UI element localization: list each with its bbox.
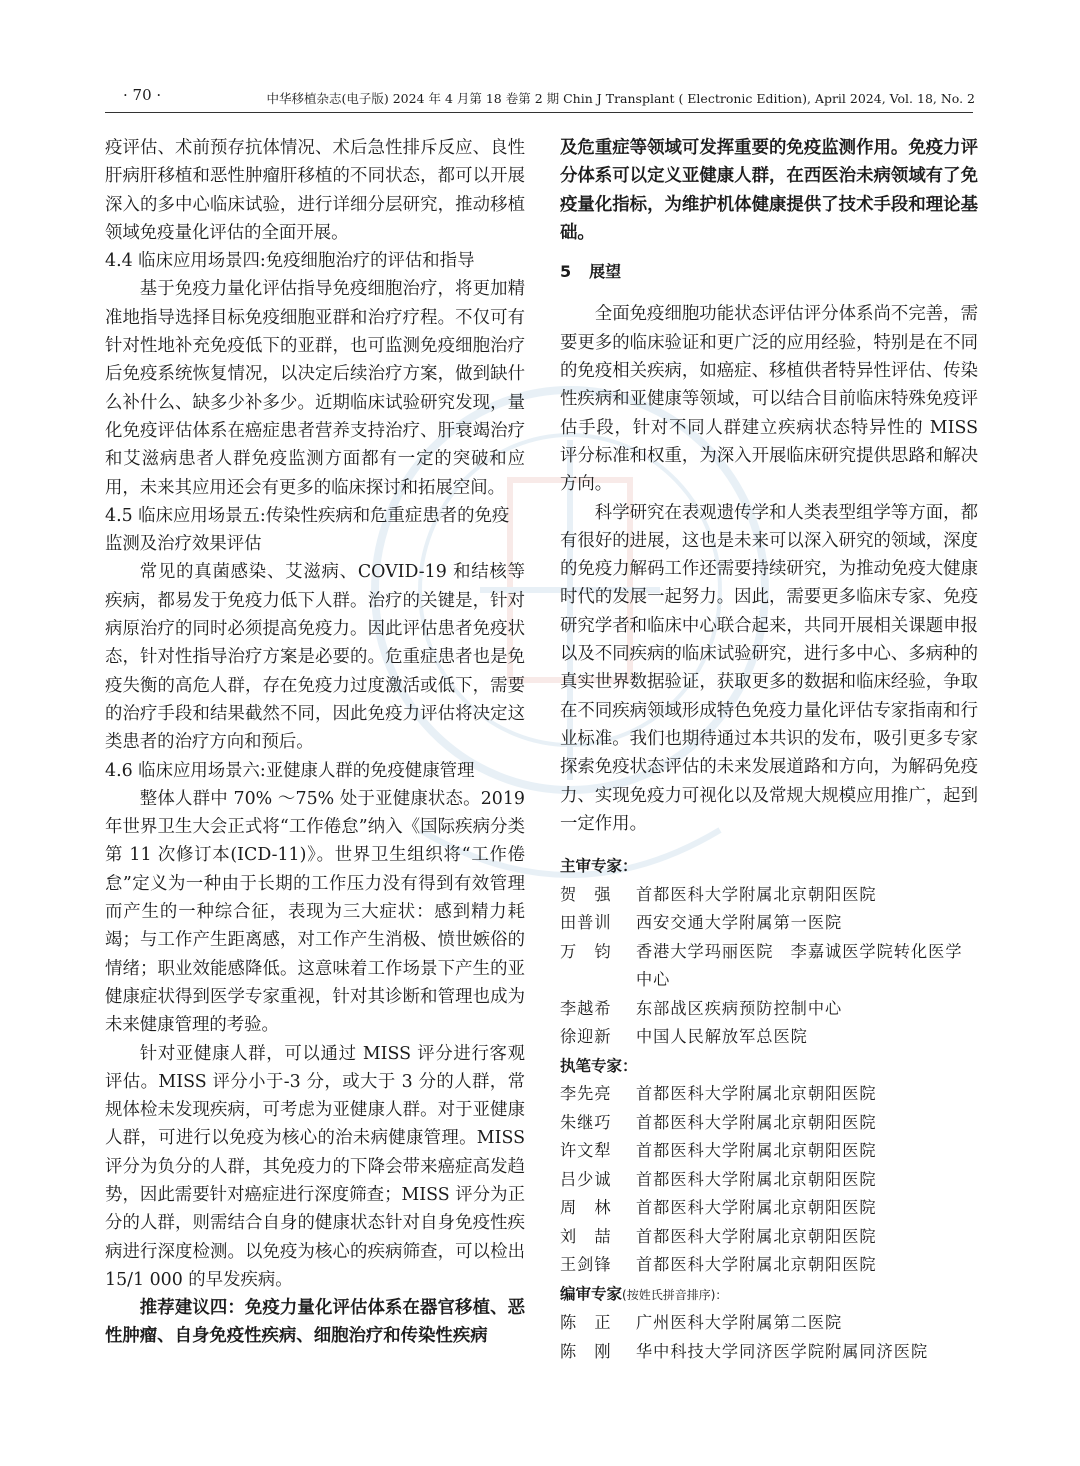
expert-name: 王剑锋 bbox=[560, 1255, 612, 1275]
expert-name: 陈 刚 bbox=[560, 1341, 612, 1361]
section-heading-4-6: 4.6 临床应用场景六:亚健康人群的免疫健康管理 bbox=[105, 760, 475, 781]
expert-name: 万 钧 bbox=[560, 941, 612, 961]
section-number: 5 bbox=[560, 262, 572, 282]
paragraph: 科学研究在表观遗传学和人类表型组学等方面，都有很好的进展，这也是未来可以深入研究的领域，深度的免疫力解码工作还需要持续研究，为推动免疫大健康时代的发展一起努力。因此，需要更多临床专家、免疫研究学者和临床中心联合起来，共同开展相关课题申报以及不同疾病的临床试验研究，进行多中心、多病种的真实世界数据验证，获取更多的数据和临床经验，争取在不同疾病领域形成特色免疫力量化评估专家指南和行业标准。我们也期待通过本共识的发布，吸引更多专家探索免疫状态评估的未来发展道路和方向，为解码免疫力、实现免疫力可视化以及常规大规模应用推广，起到一定作用。 bbox=[560, 502, 978, 834]
expert-entry bbox=[560, 1109, 978, 1138]
expert-entry bbox=[560, 1309, 978, 1338]
right-column bbox=[560, 134, 978, 1366]
expert-affiliation: 首都医科大学附属北京朝阳医院 bbox=[636, 1226, 877, 1246]
expert-entry bbox=[560, 1223, 978, 1252]
expert-name: 吕少诚 bbox=[560, 1169, 612, 1189]
expert-name: 徐迎新 bbox=[560, 1027, 612, 1047]
paragraph: 全面免疫细胞功能状态评估评分体系尚不完善，需要更多的临床验证和更广泛的应用经验，特别是在不同的免疫相关疾病，如癌症、移植供者特异性评估、传染性疾病和亚健康等领域，可以结合目前临床特殊免疫评估手段，针对不同人群建立疾病状态特异性的 MISS 评分标准和权重，为深入开展临床研究提供思路和解决方向。 bbox=[560, 304, 978, 495]
header-rule bbox=[105, 112, 973, 113]
paragraph: 基于免疫力量化评估指导免疫细胞治疗，将更加精准地指导选择目标免疫细胞亚群和治疗疗程。不仅可有针对性地补充免疫低下的亚群，也可监测免疫细胞治疗后免疫系统恢复情况，以决定后续治疗方案，做到缺什么补什么、缺多少补多少。近期临床试验研究发现，量化免疫评估体系在癌症患者营养支持治疗、肝衰竭治疗和艾滋病患者人群免疫监测方面都有一定的突破和应用，未来其应用还会有更多的临床探讨和拓展空间。 bbox=[105, 279, 525, 498]
chief-reviewers-list bbox=[560, 881, 978, 1052]
expert-name: 周 林 bbox=[560, 1198, 612, 1218]
expert-name: 许文犁 bbox=[560, 1141, 612, 1161]
paragraph: 疫评估、术前预存抗体情况、术后急性排斥反应、良性肝病肝移植和恶性肿瘤肝移植的不同状态，都可以开展深入的多中心临床试验，进行详细分层研究，推动移植领域免疫量化评估的全面开展。 bbox=[105, 138, 525, 243]
expert-affiliation: 西安交通大学附属第一医院 bbox=[636, 913, 843, 933]
editors-list bbox=[560, 1309, 978, 1366]
expert-entry bbox=[560, 1023, 978, 1052]
left-column bbox=[105, 134, 525, 1351]
expert-name: 李越希 bbox=[560, 998, 612, 1018]
expert-entry bbox=[560, 938, 978, 995]
expert-name: 朱继巧 bbox=[560, 1112, 612, 1132]
expert-entry bbox=[560, 881, 978, 910]
expert-affiliation: 首都医科大学附属北京朝阳医院 bbox=[636, 1112, 877, 1132]
expert-entry bbox=[560, 995, 978, 1024]
expert-entry bbox=[560, 909, 978, 938]
expert-entry bbox=[560, 1137, 978, 1166]
expert-affiliation: 首都医科大学附属北京朝阳医院 bbox=[636, 1169, 877, 1189]
section-heading-4-5: 4.5 临床应用场景五:传染性疾病和危重症患者的免疫监测及治疗效果评估 bbox=[105, 505, 510, 555]
expert-affiliation: 首都医科大学附属北京朝阳医院 bbox=[636, 1141, 877, 1161]
expert-affiliation: 香港大学玛丽医院 李嘉诚医学院转化医学中心 bbox=[636, 941, 963, 990]
expert-affiliation: 广州医科大学附属第二医院 bbox=[636, 1313, 843, 1333]
expert-affiliation: 首都医科大学附属北京朝阳医院 bbox=[636, 1198, 877, 1218]
expert-name: 李先亮 bbox=[560, 1084, 612, 1104]
paragraph: 整体人群中 70% ～75% 处于亚健康状态。2019 年世界卫生大会正式将“工作倦怠”纳入《国际疾病分类第 11 次修订本(ICD-11)》。世界卫生组织将“工作倦怠”定义为一种由于长期的工作压力没有得到有效管理而产生的一种综合征，表现为三大症状：感到精力耗竭；与工作产生距离感，对工作产生消极、愤世嫉俗的情绪；职业效能感降低。这意味着工作场景下产生的亚健康症状得到医学专家重视，针对其诊断和管理也成为未来健康管理的考验。 bbox=[105, 788, 525, 1036]
expert-entry bbox=[560, 1166, 978, 1195]
section-heading-4-4: 4.4 临床应用场景四:免疫细胞治疗的评估和指导 bbox=[105, 251, 475, 272]
expert-entry bbox=[560, 1080, 978, 1109]
journal-citation: 中华移植杂志(电子版) 2024 年 4 月第 18 卷第 2 期 Chin J Transplant ( Electronic Edition), April 2024, Vol. 18, No. 2 bbox=[266, 91, 975, 106]
section-title: 展望 bbox=[589, 262, 622, 282]
editors-sort-note: (按姓氏拼音排序)： bbox=[622, 1287, 728, 1302]
editors-label bbox=[560, 1280, 978, 1310]
editors-label-text: 编审专家 bbox=[560, 1284, 623, 1303]
expert-affiliation: 首都医科大学附属北京朝阳医院 bbox=[636, 1255, 877, 1275]
paragraph: 常见的真菌感染、艾滋病、COVID-19 和结核等疾病，都易发于免疫力低下人群。治疗的关键是，针对病原治疗的同时必须提高免疫力。因此评估患者免疫状态，针对性指导治疗方案是必要的。危重症患者也是免疫失衡的高危人群，存在免疫力过度激活或低下，需要的治疗手段和结果截然不同，因此免疫力评估将决定这类患者的治疗方向和预后。 bbox=[105, 562, 525, 753]
chief-reviewers-label: 主审专家： bbox=[560, 857, 638, 876]
expert-name: 田普训 bbox=[560, 913, 612, 933]
expert-affiliation: 中国人民解放军总医院 bbox=[636, 1027, 808, 1047]
section-heading-5 bbox=[560, 258, 978, 286]
recommendation-four: 推荐建议四：免疫力量化评估体系在器官移植、恶性肿瘤、自身免疫性疾病、细胞治疗和传染性疾病 bbox=[105, 1298, 525, 1347]
expert-name: 陈 正 bbox=[560, 1313, 612, 1333]
expert-name: 贺 强 bbox=[560, 884, 612, 904]
writers-list bbox=[560, 1080, 978, 1280]
expert-entry bbox=[560, 1338, 978, 1367]
recommendation-four-continued: 及危重症等领域可发挥重要的免疫监测作用。免疫力评分体系可以定义亚健康人群，在西医治未病领域有了免疫量化指标，为维护机体健康提供了技术手段和理论基础。 bbox=[560, 138, 978, 243]
expert-affiliation: 东部战区疾病预防控制中心 bbox=[636, 998, 843, 1018]
expert-name: 刘 喆 bbox=[560, 1226, 612, 1246]
expert-entry bbox=[560, 1194, 978, 1223]
expert-affiliation: 首都医科大学附属北京朝阳医院 bbox=[636, 1084, 877, 1104]
paragraph: 针对亚健康人群，可以通过 MISS 评分进行客观评估。MISS 评分小于-3 分，或大于 3 分的人群，常规体检未发现疾病，可考虑为亚健康人群。对于亚健康人群，可进行以免疫为核心的治未病健康管理。MISS 评分为负分的人群，其免疫力的下降会带来癌症高发趋势，因此需要针对癌症进行深度筛查；MISS 评分为正分的人群，则需结合自身的健康状态针对自身免疫性疾病进行深度检测。以免疫为核心的疾病筛查，可以检出 15/1 000 的早发疾病。 bbox=[105, 1043, 525, 1290]
running-header bbox=[105, 86, 975, 112]
expert-affiliation: 首都医科大学附属北京朝阳医院 bbox=[636, 884, 877, 904]
expert-affiliation: 华中科技大学同济医学院附属同济医院 bbox=[636, 1341, 929, 1361]
page-number: · 70 · bbox=[123, 86, 162, 104]
expert-entry bbox=[560, 1251, 978, 1280]
writers-label: 执笔专家： bbox=[560, 1056, 638, 1075]
